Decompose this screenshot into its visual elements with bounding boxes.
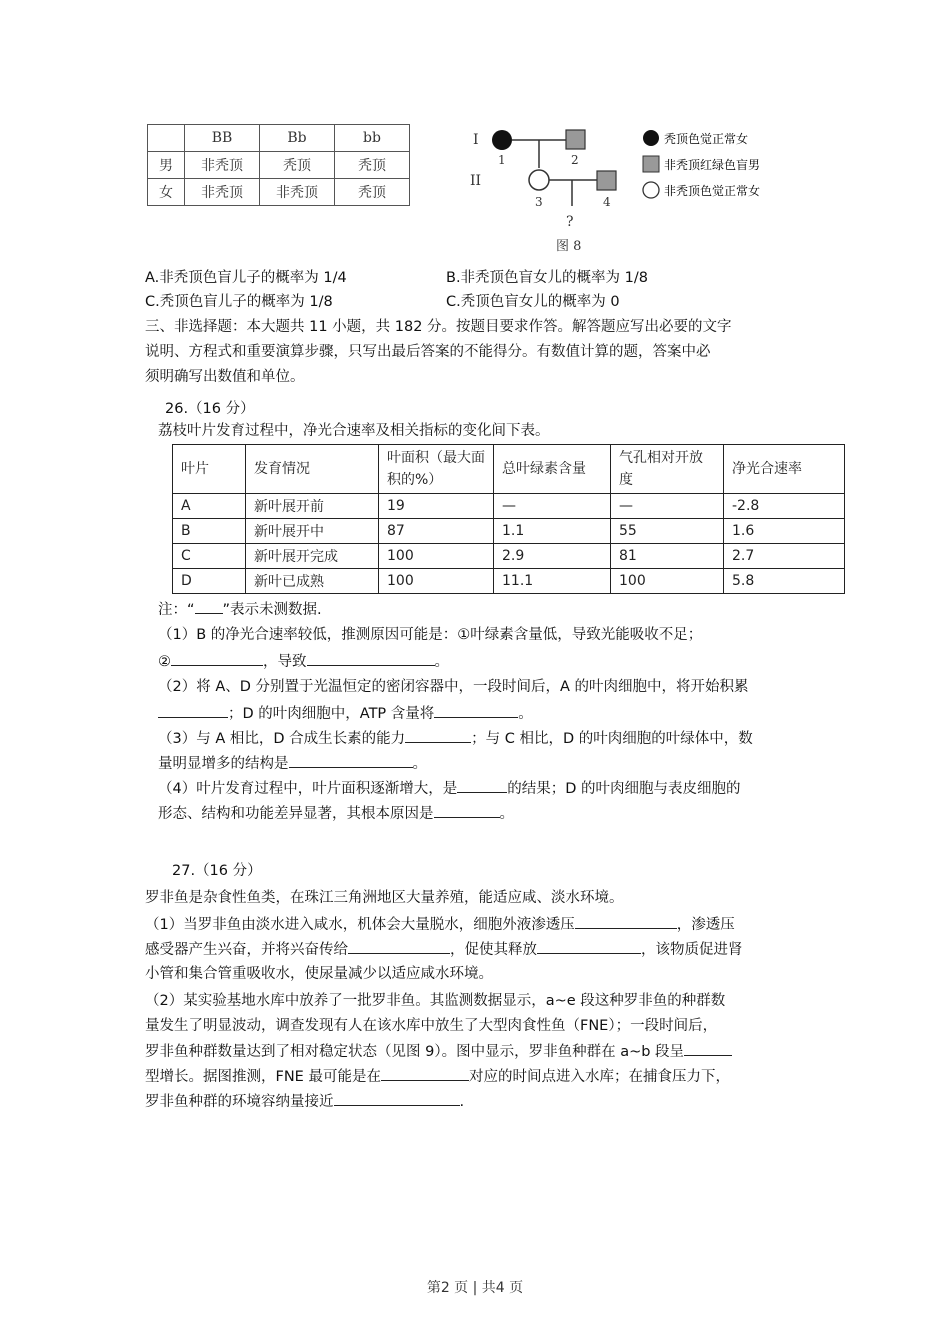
- table-cell: 2.9: [494, 544, 611, 569]
- table-header-cell: 叶片: [173, 445, 246, 494]
- genotype-header-cell: bb: [335, 125, 410, 152]
- text-span: ；D 的叶肉细胞中，ATP 含量将: [228, 706, 435, 722]
- q26-data-table: [172, 444, 845, 594]
- pedigree-figure: [460, 118, 810, 258]
- text-span: 型增长。据图推测，FNE 最可能是在: [145, 1069, 381, 1085]
- table-cell: 新叶已成熟: [246, 569, 379, 594]
- q27-number: 27.（16 分）: [172, 863, 262, 879]
- answer-blank: [405, 726, 471, 743]
- section3-line-3: 须明确写出数值和单位。: [145, 369, 305, 385]
- text-span: ②: [158, 654, 171, 670]
- text-span: 。: [499, 806, 514, 822]
- table-cell: 1.1: [494, 519, 611, 544]
- individual-2-label: 2: [571, 153, 579, 167]
- text-span: （1）当罗非鱼由淡水进入咸水，机体会大量脱水，细胞外液渗透压: [145, 917, 575, 933]
- table-header-cell: 净光合速率: [724, 445, 845, 494]
- legend-item-2: 非秃顶红绿色盲男: [664, 158, 761, 172]
- legend-hatched-square-icon: [643, 156, 659, 172]
- q26-sub1-line1: （1）B 的净光合速率较低，推测原因可能是：①叶绿素含量低，导致光能吸收不足；: [158, 627, 703, 643]
- note-prefix: 注：“: [158, 602, 195, 618]
- text-span: ，导致: [263, 654, 307, 670]
- option-d: C.秃顶色盲女儿的概率为 0: [446, 294, 620, 310]
- q26-sub2-line1: （2）将 A、D 分别置于光温恒定的密闭容器中，一段时间后，A 的叶肉细胞中，将开始积累: [158, 679, 749, 695]
- genotype-cell: 非秃顶: [185, 152, 260, 179]
- q27-p2-line2: 量发生了明显波动，调查发现有人在该水库中放生了大型肉食性鱼（FNE）；一段时间后，: [145, 1018, 718, 1034]
- table-row: [173, 569, 845, 594]
- genotype-header-cell: [148, 125, 185, 152]
- genotype-cell: 秃顶: [335, 152, 410, 179]
- table-cell: 100: [379, 544, 494, 569]
- table-cell: 新叶展开前: [246, 494, 379, 519]
- genotype-header-cell: BB: [185, 125, 260, 152]
- text-span: 形态、结构和功能差异显著，其根本原因是: [158, 806, 434, 822]
- table-cell: 11.1: [494, 569, 611, 594]
- answer-blank: [457, 776, 507, 793]
- table-header-row: [173, 445, 845, 494]
- legend-item-3: 非秃顶色觉正常女: [664, 184, 761, 198]
- figure-caption: 图 8: [556, 239, 582, 254]
- individual-3-symbol: [529, 170, 549, 190]
- table-cell: —: [611, 494, 724, 519]
- table-row: [173, 544, 845, 569]
- note-blank: [195, 597, 223, 614]
- option-c: C.秃顶色盲儿子的概率为 1/8: [145, 294, 333, 310]
- genotype-cell: 非秃顶: [260, 179, 335, 206]
- answer-blank: [307, 649, 435, 666]
- table-cell: 81: [611, 544, 724, 569]
- table-cell: 100: [611, 569, 724, 594]
- text-span: 。: [434, 654, 449, 670]
- q26-number: 26.（16 分）: [165, 401, 255, 417]
- q26-note: [158, 597, 322, 622]
- genotype-cell: 秃顶: [335, 179, 410, 206]
- unknown-offspring-mark: ?: [566, 214, 574, 230]
- answer-blank: [171, 649, 263, 666]
- table-cell: D: [173, 569, 246, 594]
- q26-intro: 荔枝叶片发育过程中，净光合速率及相关指标的变化间下表。: [158, 423, 550, 439]
- individual-1-label: 1: [498, 153, 506, 167]
- q27-p1-line1: [145, 912, 735, 937]
- individual-3-label: 3: [535, 195, 543, 209]
- q27-intro: 罗非鱼是杂食性鱼类，在珠江三角洲地区大量养殖，能适应咸、淡水环境。: [145, 890, 624, 906]
- individual-1-symbol: [492, 130, 512, 150]
- table-cell: A: [173, 494, 246, 519]
- legend-item-1: 秃顶色觉正常女: [664, 132, 749, 146]
- answer-blank: [348, 937, 450, 954]
- table-cell: 新叶展开中: [246, 519, 379, 544]
- table-cell: 2.7: [724, 544, 845, 569]
- table-cell: 1.6: [724, 519, 845, 544]
- text-span: 对应的时间点进入水库；在捕食压力下，: [468, 1069, 730, 1085]
- legend-filled-circle-icon: [643, 130, 659, 146]
- answer-blank: [575, 912, 677, 929]
- text-span: 。: [412, 756, 427, 772]
- page-footer: 第2 页 | 共4 页: [426, 1280, 524, 1296]
- text-span: （3）与 A 相比，D 合成生长素的能力: [158, 731, 406, 747]
- option-b: B.非秃顶色盲女儿的概率为 1/8: [446, 270, 649, 286]
- table-cell: 19: [379, 494, 494, 519]
- text-span: 罗非鱼种群的环境容纳量接近: [145, 1094, 334, 1110]
- q26-sub1-line2: [158, 649, 449, 674]
- text-span: ，渗透压: [676, 917, 735, 933]
- individual-2-symbol: [566, 130, 585, 149]
- q27-p2-line5: [145, 1089, 464, 1114]
- genotype-row: [148, 152, 410, 179]
- answer-blank: [381, 1064, 469, 1081]
- table-header-cell: 气孔相对开放度: [611, 445, 724, 494]
- text-span: 罗非鱼种群数量达到了相对稳定状态（见图 9）。图中显示，罗非鱼种群在 a~b 段呈: [145, 1044, 685, 1060]
- q26-sub3-line2: [158, 751, 427, 776]
- answer-blank: [537, 937, 641, 954]
- table-header-cell: 发育情况: [246, 445, 379, 494]
- text-span: ；与 C 相比，D 的叶肉细胞的叶绿体中，数: [471, 731, 753, 747]
- table-header-cell: 叶面积（最大面积的%）: [379, 445, 494, 494]
- option-a: A.非秃顶色盲儿子的概率为 1/4: [145, 270, 347, 286]
- text-span: 量明显增多的结构是: [158, 756, 289, 772]
- text-span: 的结果；D 的叶肉细胞与表皮细胞的: [507, 781, 741, 797]
- table-cell: B: [173, 519, 246, 544]
- table-cell: 100: [379, 569, 494, 594]
- answer-blank: [289, 751, 413, 768]
- table-row: [173, 519, 845, 544]
- table-cell: -2.8: [724, 494, 845, 519]
- genotype-sex-cell: 女: [148, 179, 185, 206]
- table-cell: 新叶展开完成: [246, 544, 379, 569]
- section3-line-2: 说明、方程式和重要演算步骤，只写出最后答案的不能得分。有数值计算的题，答案中必: [145, 344, 711, 360]
- text-span: 。: [518, 706, 533, 722]
- answer-blank: [158, 701, 228, 718]
- text-span: 感受器产生兴奋，并将兴奋传给: [145, 942, 348, 958]
- individual-4-label: 4: [603, 195, 611, 209]
- answer-blank: [434, 701, 518, 718]
- q26-sub4-line2: [158, 801, 514, 826]
- genotype-table: [147, 124, 410, 206]
- section3-line-1: 三、非选择题：本大题共 11 小题，共 182 分。按题目要求作答。解答题应写出必要的文字: [145, 319, 732, 335]
- individual-4-symbol: [597, 171, 616, 190]
- genotype-row: [148, 179, 410, 206]
- table-header-cell: 总叶绿素含量: [494, 445, 611, 494]
- legend-open-circle-icon: [643, 182, 659, 198]
- genotype-sex-cell: 男: [148, 152, 185, 179]
- genotype-header-cell: Bb: [260, 125, 335, 152]
- genotype-header-row: [148, 125, 410, 152]
- table-cell: C: [173, 544, 246, 569]
- q26-sub3-line1: [158, 726, 753, 751]
- genotype-cell: 秃顶: [260, 152, 335, 179]
- q27-p1-line3: 小管和集合管重吸收水，使尿量减少以适应咸水环境。: [145, 966, 493, 982]
- generation-I-label: I: [473, 132, 479, 148]
- q27-p2-line1: （2）某实验基地水库中放养了一批罗非鱼。其监测数据显示，a~e 段这种罗非鱼的种群数: [145, 993, 726, 1009]
- genotype-cell: 非秃顶: [185, 179, 260, 206]
- table-cell: 55: [611, 519, 724, 544]
- q27-p1-line2: [145, 937, 743, 962]
- answer-blank: [334, 1089, 460, 1106]
- answer-blank: [684, 1039, 732, 1056]
- text-span: （4）叶片发育过程中，叶片面积逐渐增大，是: [158, 781, 458, 797]
- answer-blank: [434, 801, 500, 818]
- table-cell: 87: [379, 519, 494, 544]
- table-cell: —: [494, 494, 611, 519]
- q27-p2-line4: [145, 1064, 730, 1089]
- text-span: ，该物质促进肾: [641, 942, 743, 958]
- q26-sub2-line2: [158, 701, 533, 726]
- table-row: [173, 494, 845, 519]
- generation-II-label: II: [470, 173, 482, 189]
- table-cell: 5.8: [724, 569, 845, 594]
- text-span: .: [459, 1094, 465, 1110]
- q27-p2-line3: [145, 1039, 732, 1064]
- q26-sub4-line1: [158, 776, 741, 801]
- note-suffix: ”表示未测数据.: [222, 602, 322, 618]
- text-span: ，促使其释放: [450, 942, 537, 958]
